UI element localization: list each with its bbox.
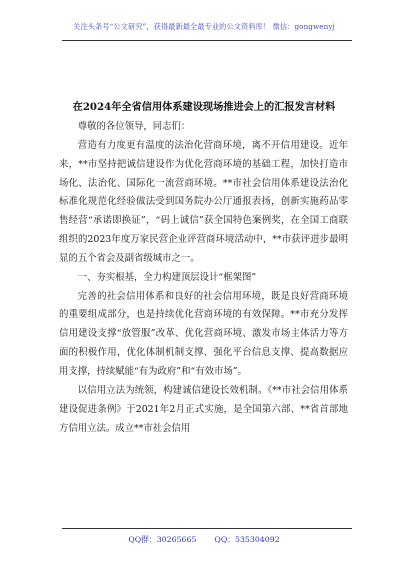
paragraph: 完善的社会信用体系和良好的社会信用环境，既是良好营商环境的重要组成部分，也是持续优化营商环境的有效保障。**市充分发挥信用建设支撑“放管服”改革、优化营商环境、激发市场主体活力等方面的积极作用，优化体制机制支撑、强化平台信息支撑、提高数据应用支撑，持续赋能“有为政府”和“有效市场”。 [59,290,348,377]
header-promo-note: 关注头条号“公文研究”，获得最新最全最专业的公文资料库！ 微信：gongwenyj [73,22,335,31]
paragraph: 以信用立法为统领，构建诚信建设长效机制。《**市社会信用体系建设促进条例》于2021年2月正式实施，是全国第六部、**省首部地方信用立法。成立**市社会信用 [59,384,348,434]
header-divider [62,40,352,41]
footer-qq-group: QQ群：30265665 [128,535,197,544]
footer-qq: QQ：535304092 [214,535,280,544]
document-body [59,118,348,438]
greeting: 尊敬的各位领导，同志们： [77,121,191,132]
footer-contact [0,534,408,545]
document-title: 在2024年全省信用体系建设现场推进会上的汇报发言材料 [72,101,336,113]
footer-divider [62,528,352,529]
paragraph: 营造有力度更有温度的法治化营商环境，离不开信用建设。近年来，**市坚持把诚信建设作为优化营商环境的基础工程，加快打造市场化、法治化、国际化一流营商环境。**市社会信用体系建设法治化标准化规范化经验做法受到国务院办公厅通报表扬，创新实施药品零售经营“承诺即换证”，“码上诚信”获全国特色案例奖，在全国工商联组织的2023年度万家民营企业评营商环境活动中，**市获评进步最明显的五个省会及副省级城市之一。 [59,139,348,264]
section-heading: 一、夯实根基，全力构建顶层设计“框架图” [77,271,257,283]
